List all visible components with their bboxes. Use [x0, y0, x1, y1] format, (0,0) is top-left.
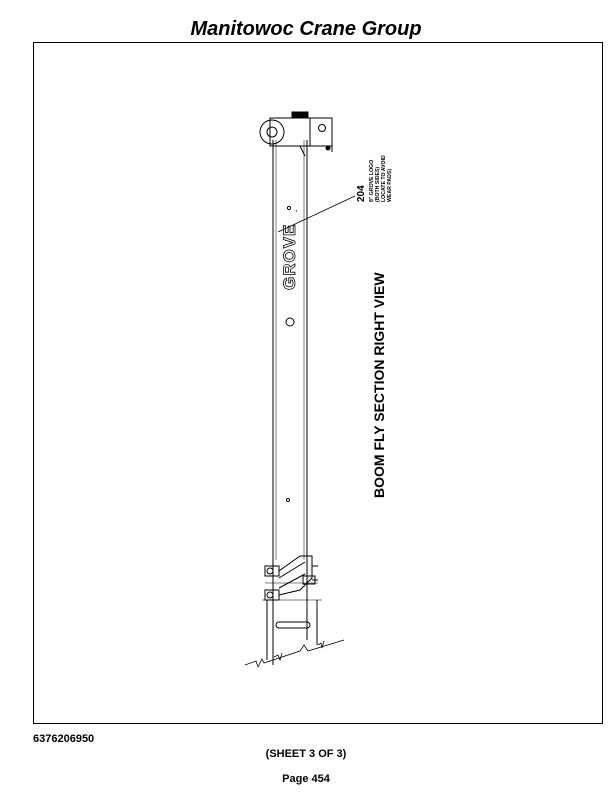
document-number: 6376206950	[33, 733, 95, 745]
fly-connection-bracket	[262, 556, 322, 600]
svg-text:.: .	[290, 209, 299, 212]
callout-leader	[278, 196, 355, 232]
callout-item-number: 204	[356, 185, 367, 202]
break-line	[245, 640, 344, 667]
page-header-title: Manitowoc Crane Group	[190, 18, 422, 40]
view-title: BOOM FLY SECTION RIGHT VIEW	[371, 272, 387, 498]
callout-note-line-3: LOCATE TO AVOID	[381, 155, 387, 202]
base-section-stub	[267, 600, 317, 660]
boom-body	[273, 140, 307, 665]
boom-head-assembly	[260, 112, 332, 156]
page-number: Page 454	[282, 773, 330, 785]
grove-logo: GROVE	[280, 223, 299, 290]
callout-note-line-2: (BOTH SIDES)	[375, 166, 381, 202]
callout-note	[369, 155, 393, 202]
sheet-indicator: (SHEET 3 OF 3)	[265, 748, 347, 760]
callout-note-line-4: WEAR PADS)	[387, 168, 393, 202]
callout-note-line-1: 8" GROVE LOGO	[369, 159, 375, 202]
